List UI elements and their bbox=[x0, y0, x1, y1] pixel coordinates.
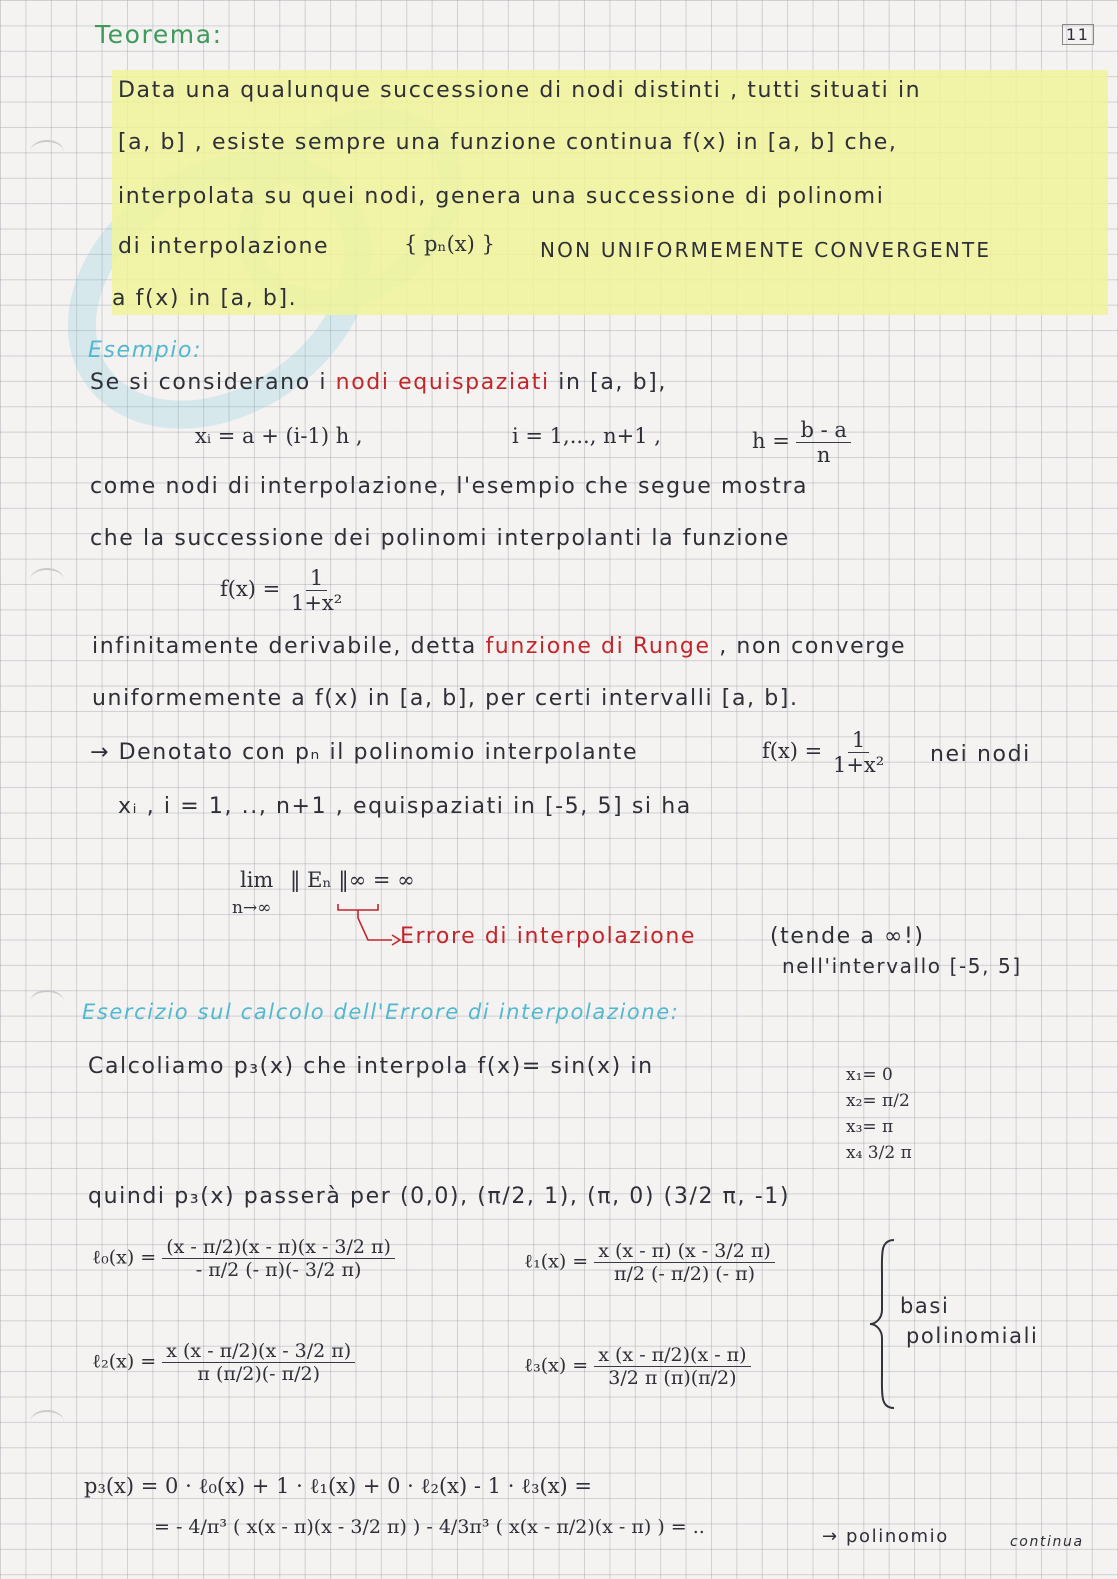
exercise-title: Esercizio sul calcolo dell'Errore di interpolazione: bbox=[82, 1000, 680, 1024]
denote-f-label: f(x) = bbox=[762, 739, 823, 763]
p3-expanded: = - 4/π³ ( x(x - π)(x - 3/2 π) ) - 4/3π³ ( x(x - π/2)(x - π) ) = .. bbox=[154, 1516, 705, 1538]
h-denominator: n bbox=[816, 443, 831, 467]
l3-denominator: 3/2 π (π)(π/2) bbox=[608, 1367, 737, 1389]
punch-hole bbox=[30, 568, 64, 592]
node-formula: xᵢ = a + (i-1) h , bbox=[195, 424, 363, 448]
error-interval: nell'intervallo [-5, 5] bbox=[782, 954, 1022, 978]
l1-fraction bbox=[594, 1240, 774, 1285]
denote-fraction bbox=[829, 728, 888, 777]
l2-label: ℓ₂(x) = bbox=[92, 1350, 157, 1373]
h-label: h = bbox=[752, 429, 790, 453]
limit-subscript: n→∞ bbox=[232, 898, 272, 918]
l3-numerator: x (x - π/2)(x - π) bbox=[594, 1344, 750, 1367]
exercise-line-1: Calcoliamo p₃(x) che interpola f(x)= sin(x) in bbox=[88, 1054, 654, 1079]
theorem-title: Teorema: bbox=[95, 20, 223, 49]
basis-label-1: basi bbox=[900, 1294, 950, 1318]
punch-hole bbox=[30, 990, 64, 1014]
l3-label: ℓ₃(x) = bbox=[524, 1354, 589, 1377]
denote-function bbox=[762, 728, 888, 777]
node-x1: x₁= 0 bbox=[846, 1065, 893, 1085]
theorem-line-1: Data una qualunque successione di nodi distinti , tutti situati in bbox=[118, 78, 922, 103]
denote-line bbox=[90, 740, 638, 765]
continua-label: continua bbox=[1010, 1534, 1084, 1550]
runge-function bbox=[220, 566, 346, 615]
h-fraction bbox=[796, 418, 850, 467]
node-x3: x₃= π bbox=[846, 1117, 894, 1137]
theorem-line-3: interpolata su quei nodi, genera una successione di polinomi bbox=[118, 184, 885, 209]
example-line-1-end: in [a, b], bbox=[558, 370, 667, 395]
l2-fraction bbox=[162, 1340, 355, 1385]
basis-l3 bbox=[524, 1344, 751, 1389]
basis-l2 bbox=[92, 1340, 355, 1385]
pn-set: { pₙ(x) } bbox=[404, 232, 495, 256]
punch-hole bbox=[30, 140, 64, 164]
l0-fraction bbox=[162, 1236, 395, 1281]
denote-numerator: 1 bbox=[848, 728, 869, 753]
example-line-1-start: Se si considerano i bbox=[90, 370, 328, 395]
limit-expression: ‖ Eₙ ‖∞ = ∞ bbox=[290, 868, 415, 892]
l0-numerator: (x - π/2)(x - π)(x - 3/2 π) bbox=[162, 1236, 395, 1259]
h-formula bbox=[752, 418, 851, 467]
l1-numerator: x (x - π) (x - 3/2 π) bbox=[594, 1240, 774, 1263]
non-uniform-label: NON UNIFORMEMENTE CONVERGENTE bbox=[540, 238, 992, 262]
l2-denominator: π (π/2)(- π/2) bbox=[197, 1363, 321, 1385]
nodes-line: xᵢ , i = 1, .., n+1 , equispaziati in [-5, 5] si ha bbox=[118, 794, 692, 819]
example-line-3: come nodi di interpolazione, l'esempio che segue mostra bbox=[90, 474, 809, 499]
node-x4: x₄ 3/2 π bbox=[846, 1143, 912, 1163]
example-line-1 bbox=[90, 370, 667, 395]
basis-label-2: polinomiali bbox=[906, 1324, 1039, 1348]
l3-fraction bbox=[594, 1344, 750, 1389]
error-note: (tende a ∞!) bbox=[770, 924, 925, 949]
example-line-6 bbox=[92, 634, 906, 659]
limit-word: lim bbox=[240, 868, 274, 892]
polinomio-label: → polinomio bbox=[822, 1526, 949, 1547]
example-line-4: che la successione dei polinomi interpolanti la funzione bbox=[90, 526, 790, 551]
h-numerator: b - a bbox=[796, 418, 850, 443]
example-line-6-end: , non converge bbox=[719, 634, 907, 659]
theorem-line-4: di interpolazione bbox=[118, 234, 330, 259]
f-label: f(x) = bbox=[220, 577, 281, 601]
theorem-line-5: a f(x) in [a, b]. bbox=[112, 286, 298, 311]
punch-hole bbox=[30, 1410, 64, 1434]
l0-denominator: - π/2 (- π)(- 3/2 π) bbox=[195, 1259, 362, 1281]
node-x2: x₂= π/2 bbox=[846, 1091, 910, 1111]
example-title: Esempio: bbox=[88, 338, 203, 363]
l2-numerator: x (x - π/2)(x - 3/2 π) bbox=[162, 1340, 355, 1363]
l1-label: ℓ₁(x) = bbox=[524, 1250, 589, 1273]
f-denominator: 1+x² bbox=[290, 591, 343, 615]
f-numerator: 1 bbox=[306, 566, 327, 591]
passes-line: quindi p₃(x) passerà per (0,0), (π/2, 1), (π, 0) (3/2 π, -1) bbox=[88, 1184, 791, 1209]
node-index: i = 1,..., n+1 , bbox=[512, 424, 661, 448]
equispaced-nodes-label: nodi equispaziati bbox=[335, 370, 550, 395]
denote-denominator: 1+x² bbox=[832, 753, 885, 777]
l1-denominator: π/2 (- π/2) (- π) bbox=[613, 1263, 756, 1285]
l0-label: ℓ₀(x) = bbox=[92, 1246, 157, 1269]
error-arrow-icon bbox=[334, 898, 404, 946]
exercise-nodes bbox=[846, 1062, 912, 1166]
p3-definition: p₃(x) = 0 · ℓ₀(x) + 1 · ℓ₁(x) + 0 · ℓ₂(x) - 1 · ℓ₃(x) = bbox=[84, 1474, 593, 1498]
brace-icon bbox=[866, 1236, 902, 1412]
basis-l1 bbox=[524, 1240, 775, 1285]
denote-start: → Denotato con pₙ il polinomio interpolante bbox=[90, 740, 639, 765]
theorem-line-2: [a, b] , esiste sempre una funzione continua f(x) in [a, b] che, bbox=[118, 130, 898, 155]
f-fraction bbox=[287, 566, 346, 615]
page-number: 11 bbox=[1062, 24, 1094, 45]
denote-end: nei nodi bbox=[930, 742, 1031, 767]
error-label: Errore di interpolazione bbox=[400, 924, 697, 949]
example-line-6-start: infinitamente derivabile, detta bbox=[92, 634, 477, 659]
basis-l0 bbox=[92, 1236, 395, 1281]
example-line-7: uniformemente a f(x) in [a, b], per certi intervalli [a, b]. bbox=[92, 686, 799, 711]
runge-function-label: funzione di Runge bbox=[485, 634, 711, 659]
